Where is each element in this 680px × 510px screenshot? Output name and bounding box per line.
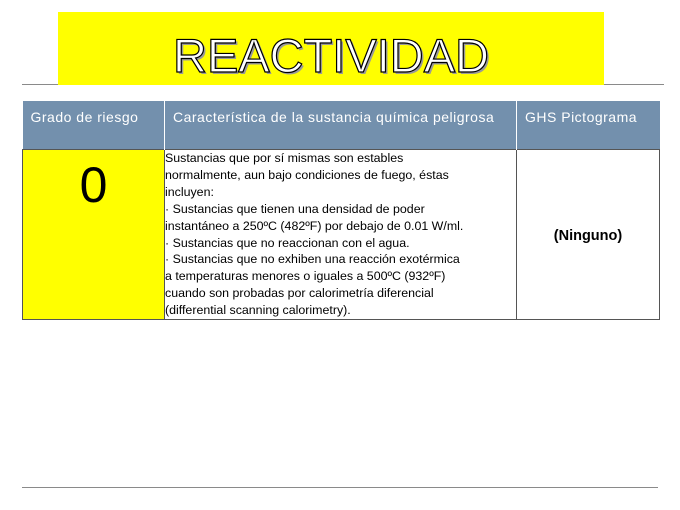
pictogram-cell <box>517 150 660 320</box>
description-line: cuando son probadas por calorimetría diferencial <box>165 286 434 301</box>
title-banner <box>58 12 604 85</box>
grade-cell <box>23 150 165 320</box>
pictogram-value: (Ninguno) <box>553 228 623 244</box>
description-line: · Sustancias que tienen una densidad de poder <box>165 201 425 216</box>
description-line: Sustancias que por sí mismas son estables <box>165 151 404 165</box>
header-pictogram: GHS Pictograma <box>517 101 660 150</box>
divider-bottom <box>22 487 658 488</box>
divider-top-left <box>22 84 58 85</box>
table-header-row <box>23 101 660 150</box>
page-title: REACTIVIDAD <box>173 29 489 82</box>
description-line: a temperaturas menores o iguales a 500ºC (932ºF) <box>165 269 446 284</box>
divider-top-right <box>604 84 664 85</box>
description-line: incluyen: <box>165 184 214 199</box>
header-characteristic: Característica de la sustancia química peligrosa <box>165 101 517 150</box>
table-row <box>23 150 660 320</box>
description-line: instantáneo a 250ºC (482ºF) por debajo de 0.01 W/ml. <box>165 218 464 233</box>
grade-value: 0 <box>79 157 108 213</box>
description-line: (differential scanning calorimetry). <box>165 303 351 318</box>
description-line: · Sustancias que no reaccionan con el agua. <box>165 235 410 250</box>
description-cell <box>165 150 517 320</box>
reactivity-table <box>22 101 660 320</box>
header-grade: Grado de riesgo <box>23 101 165 150</box>
description-line: · Sustancias que no exhiben una reacción exotérmica <box>165 252 460 267</box>
description-line: normalmente, aun bajo condiciones de fuego, éstas <box>165 167 449 182</box>
